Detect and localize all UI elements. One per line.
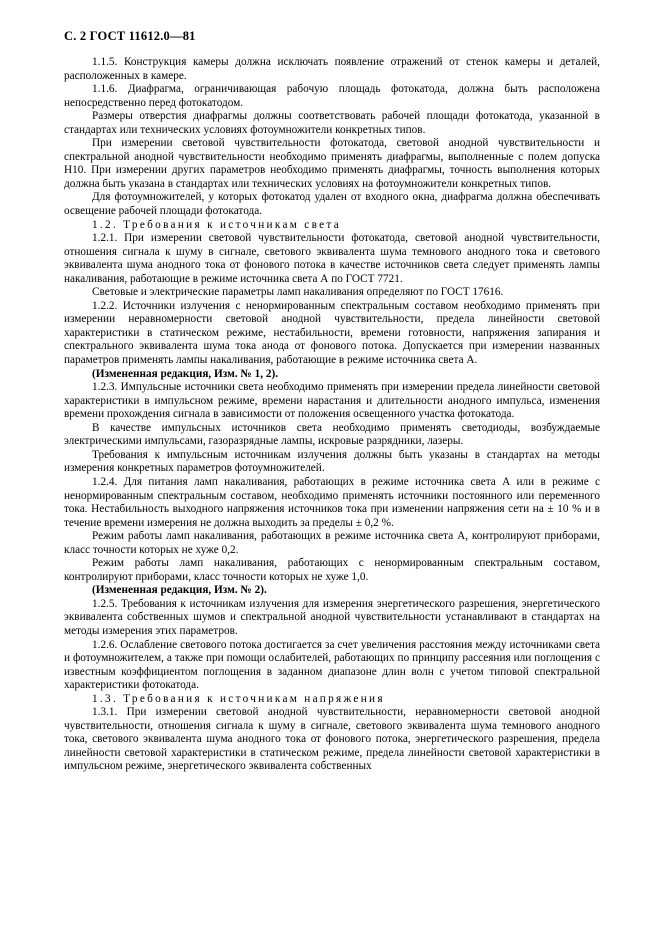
paragraph-1-2-5: 1.2.5. Требования к источникам излучения для измерения энергетического разрешения, энергетического эквивалента собственных шумов и спектральной анодной чувствительности устанавливают в стандартах на методы измерения этих параметров. bbox=[64, 597, 600, 637]
paragraph-lamp-parameters: Световые и электрические параметры ламп накаливания определяют по ГОСТ 17616. bbox=[92, 286, 504, 299]
paragraph-1-2-2: 1.2.2. Источники излучения с ненормированным спектральным составом необходимо применять при измерении неравномерности световой анодной чувствительности, предела линейности световой характеристики в статическом режиме, нестабильности, времени готовности, напряжения запирания и спектрального эквивалента шума тока анода от фонового потока. Допускается при измерении названных параметров применять лампы накаливания, работающие в режиме источника света А. bbox=[64, 299, 600, 367]
section-heading-1-3: 1.3. Требования к источникам напряжения bbox=[92, 692, 385, 705]
section-heading-1-2: 1.2. Требования к источникам света bbox=[92, 218, 342, 231]
paragraph-pulse-requirements: Требования к импульсным источникам излучения должны быть указаны в стандартах на методы измерения конкретных параметров фотоумножителей. bbox=[64, 448, 600, 475]
paragraph-1-2-6: 1.2.6. Ослабление светового потока достигается за счет увеличения расстояния между источниками света и фотоумножителем, а также при помощи ослабителей, работающих по принципу рассеяния или поглощения с известным коэффициентом поглощения в заданном диапазоне длин волн с учетом типовой спектральной характеристики фотокатода. bbox=[64, 638, 600, 692]
paragraph-1-3-1: 1.3.1. При измерении световой анодной чувствительности, неравномерности световой анодной чувствительности, отношения сигнала к шуму в сигнале, светового эквивалента шума темнового анодного тока, светового эквивалента шума анодного тока от фонового потока, энергетического разрешения, предела линейности световой характеристики в статическом режиме, предела линейности световой характеристики в импульсном режиме, энергетического эквивалента собственных bbox=[64, 706, 600, 773]
paragraph-1-2-4: 1.2.4. Для питания ламп накаливания, работающих в режиме источника света А или в режиме с ненормированным спектральным составом, необходимо применять источники постоянного или переменного тока. Нестабильность выходного напряжения источников тока при изменении напряжения сети на ± 10 % и в течение времени измерения не должна выходить за пределы ± 0,2 %. bbox=[64, 475, 600, 529]
paragraph-1-2-1: 1.2.1. При измерении световой чувствительности фотокатода, световой анодной чувствительности, отношения сигнала к шуму в сигнале, светового эквивалента шума темнового анодного тока и светового эквивалента шума анодного тока от фонового потока в качестве источников света следует применять лампы накаливания, работающие в режиме источника света А по ГОСТ 7721. bbox=[64, 232, 600, 285]
paragraph-1-1-6: 1.1.6. Диафрагма, ограничивающая рабочую площадь фотокатода, должна быть расположена непосредственно перед фотокатодом. bbox=[64, 83, 600, 109]
paragraph-lamp-mode-a: Режим работы ламп накаливания, работающих в режиме источника света А, контролируют приборами, класс точности которых не хуже 0,2. bbox=[64, 530, 600, 556]
paragraph-1-1-5: 1.1.5. Конструкция камеры должна исключать появление отражений от стенок камеры и деталей, расположенных в камере. bbox=[64, 56, 600, 82]
amendment-note-2: (Измененная редакция, Изм. № 2). bbox=[92, 584, 267, 597]
document-body bbox=[64, 56, 600, 774]
paragraph-remote-photocathode: Для фотоумножителей, у которых фотокатод удален от входного окна, диафрагма должна обеспечивать освещение рабочей площади фотокатода. bbox=[64, 191, 600, 218]
amendment-note-1: (Измененная редакция, Изм. № 1, 2). bbox=[92, 367, 279, 380]
paragraph-aperture-tolerance: При измерении световой чувствительности фотокатода, световой анодной чувствительности и спектральной анодной чувствительности необходимо применять диафрагмы, выполненные с полем допуска Н10. При измерении других параметров необходимо применять диафрагмы, точность выполнения которых должна быть указана в стандартах или технических условиях на фотоумножители конкретных типов. bbox=[64, 137, 600, 190]
paragraph-aperture-sizes: Размеры отверстия диафрагмы должны соответствовать рабочей площади фотокатода, указанной в стандартах или технических условиях фотоумножители конкретных типов. bbox=[64, 110, 600, 136]
paragraph-pulse-sources: В качестве импульсных источников света необходимо применять светодиоды, возбуждаемые электрическими импульсами, газоразрядные лампы, искровые разрядники, лазеры. bbox=[64, 421, 600, 448]
page-header: С. 2 ГОСТ 11612.0—81 bbox=[64, 29, 196, 43]
paragraph-lamp-mode-unnormed: Режим работы ламп накаливания, работающих с ненормированным спектральным составом, контролируют приборами, класс точности которых не хуже 1,0. bbox=[64, 557, 600, 583]
paragraph-1-2-3: 1.2.3. Импульсные источники света необходимо применять при измерении предела линейности световой характеристики в импульсном режиме, времени нарастания и длительности анодного импульса, изменения времени прохождения сигнала в зависимости от положения освещенного участка фотокатода. bbox=[64, 381, 600, 421]
